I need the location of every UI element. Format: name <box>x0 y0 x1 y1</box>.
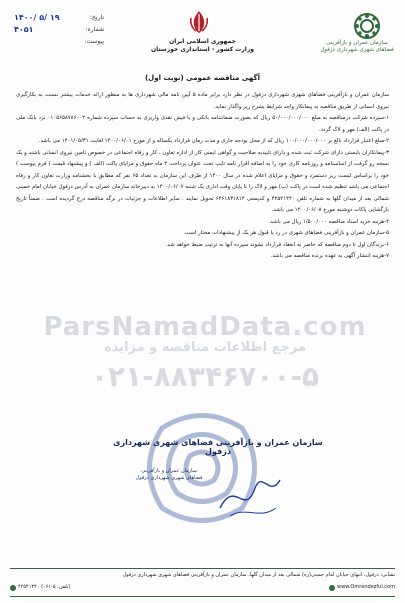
footer-website-text[interactable]: www.Omrandezful.com <box>337 584 395 590</box>
watermark-site: ParsNamadData.com <box>43 312 367 342</box>
organization-name: سازمان عمران و بازآفرینی فضاهای شهری شهرداری دزفول <box>320 40 394 53</box>
number-row <box>14 24 104 36</box>
clause-6: ۶-برندگان اول تا دوم مناقصه که حاضر به انعقاد قرارداد نشوند سپرده آنها به ترتیب ضبط خواهد شد. <box>165 241 389 248</box>
globe-icon <box>329 585 335 591</box>
intro-paragraph: سازمان عمران و بازآفرینی فضاهای شهری شهرداری دزفول در نظر دارد برابر ماده ۵ آیین نامه مالی شهرداری ها به منظور ارائه خدمات بیشتر نسبت به بکارگیری نیروی انسانی از طریق مناقصه به پیمانکار واجد شرایط بشرح زیر واگذار نماید. <box>16 92 389 110</box>
attachment-label: پیوست: <box>84 38 104 45</box>
notice-body <box>16 90 389 263</box>
clause-5: ۵-سازمان عمران و بازآفرینی فضاهای شهری در رد یا قبول هر یک از پیشنهادات مختار است. <box>183 230 389 236</box>
footer-contact <box>10 583 395 592</box>
signature-icon <box>210 458 290 528</box>
gov-line-1: جمهوری اسلامی ایران <box>169 38 236 45</box>
watermark-tagline: مرجع اطلاعات مناقصه و مزایده <box>103 340 307 355</box>
footer-phone-text: تلفن: ۵-۰۶۱) ۴۲۵۴۱۴۴۰) <box>18 584 71 590</box>
clause-4: ۴-هزینه خرید اسناد مناقصه ۱/۵۰۰/۰۰۰ ریال می باشد. <box>268 218 389 225</box>
gov-line-2: وزارت کشور - استانداری خوزستان <box>150 46 255 53</box>
footer-address: نشانی: دزفول، انتهای خیابان امام خمینی(ره) شمالی بعد از میدان گلها، سازمان عمران و بازآفرینی فضاهای شهری شهرداری دزفول <box>122 572 395 578</box>
number-label: شماره: <box>85 26 104 33</box>
date-row <box>14 12 104 24</box>
footer-divider-bottom <box>10 596 395 597</box>
footer-website[interactable] <box>329 583 395 592</box>
footer-phone <box>10 583 70 592</box>
government-heading <box>140 38 265 54</box>
clause-1: ۱-سپرده شرکت درمناقصه به مبلغ ۵۰/۰۰۰/۰۰۰/۰۰۰ ریال که بصورت ضمانتنامه بانکی و یا فیش نقدی واریزی به حساب سپرده شماره ۰۱۰۵۶۵۸۷۸۶۰۰۲ نزد بانک ملی در پاکت (الف) مهر و لاک گردد. <box>16 115 390 133</box>
number-value: ۴۰۵۱ <box>14 25 34 34</box>
iran-emblem-icon <box>185 8 213 36</box>
letter-meta <box>14 12 104 48</box>
watermark-phone: ۰۲۱-۸۸۳۴۶۷۰۰-۵ <box>90 360 320 393</box>
clause-7: ۷-هزینه انتشار آگهی به عهده برنده مناقصه می باشد. <box>270 253 389 259</box>
notice-title: آگهی مناقصه عمومی (نوبت اول) <box>144 74 261 82</box>
date-value: ۱۴۰۰/ ۵/ ۱۹ <box>14 13 60 22</box>
clause-2: ۲-مبلغ اعتبار قرارداد بالغ بر ۱۰۰/۰۰۰/۰۰۰/۰۰۰ ریال که از محل بودجه جاری و مدت زمان قرارداد یکساله و از مورخ ۱۴۰۰/۰۶/۰۱ لغایت ۱۴۰۱/۰۵/۳۱ می باشد. <box>38 138 389 144</box>
footer-divider <box>10 568 395 569</box>
organization-logo-icon <box>353 12 381 40</box>
phone-icon <box>10 585 16 591</box>
small-stamp-text: سازمان عمران و بازآفرینی فضاهای شهری شهرداری دزفول <box>135 468 203 481</box>
stamp-org-name: سازمان عمران و بازآفرینی فضاهای شهری شهرداری دزفول <box>113 438 323 456</box>
clause-3: ۳-پیمانکاران بایستی دارای شرکت ثبت شده و دارای تاییدیه صلاحیت و گواهی ایمنی کار از اداره تعاون ، کار و رفاه اجتماعی در خصوص تامین نیروی انسانی باشند و یک نسخه رو گرفت از اساسنامه و روزنامه کاری خود را به اضافه اقرار نامه تایپ تحت عنوان پرداخت ۲ ماه حقوق و مزایای پاکت (الف ) و پیشنهاد قیمت ( فرم پیوست ) خود را براساس لیست ریز دستمزد و حقوق و مزایای اعلام شده در سال ۱۴۰۰ از طرف این سازمان به تعداد ۶۵ نفر که مطابق با بخشنامه وزارت تعاون کار و رفاه اجتماعی می باشد تنظیم شده است در پاکت (ب) مهر و لاک را تا پایان وقت اداری یک شنبه ۱۴۰۰/۰۶/۰۷ به دبیرخانه سازمان عمران به آدرس دزفول خیابان امام خمینی شمالی بعد از میدان گلها به شماره تلفن ۴۲۵۴۱۴۴۰ و کدپستی ۶۴۶۱۸۳۱۸۱۴ تحویل نمایند . سایر اطلاعات و جزئیات در برگه مناقصه درج گردیده است . ضمناً تاریخ بازگشایی پاکات دوشنبه مورخ ۱۴۰۰/۰۶/۰۸ می باشد. <box>16 149 390 213</box>
attachment-row <box>14 36 104 48</box>
date-label: تاریخ: <box>90 14 104 21</box>
